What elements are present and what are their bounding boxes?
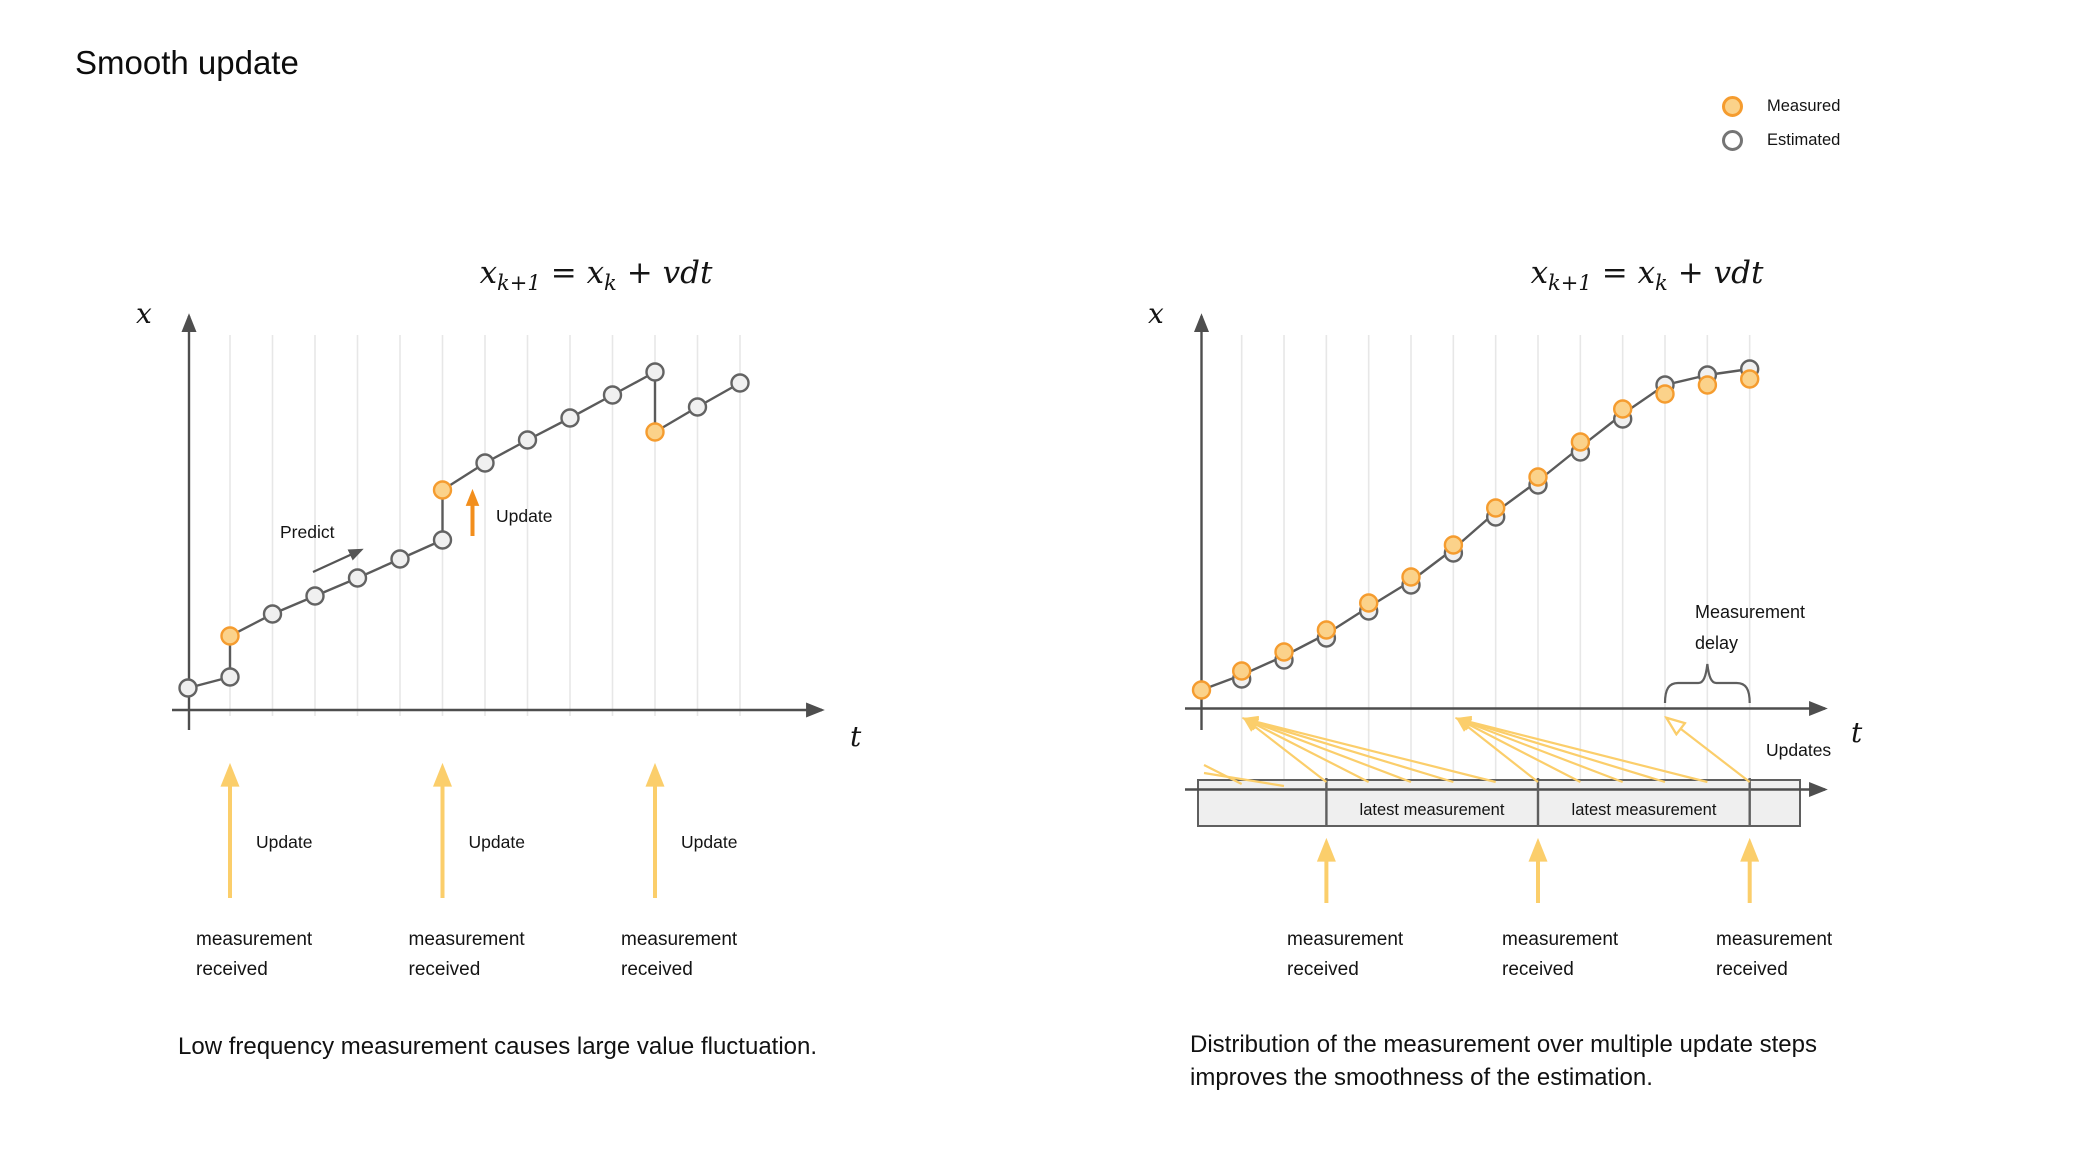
measured-point bbox=[1699, 377, 1716, 394]
measurement-received-line2: received bbox=[1716, 959, 1788, 980]
left-formula: $x_{k+1} = x_k$ + vdt bbox=[479, 255, 713, 295]
measurement-received-line2: received bbox=[1502, 959, 1574, 980]
measured-point bbox=[1403, 569, 1420, 586]
measurement-received-line1: measurement bbox=[1287, 929, 1404, 950]
measurement-received-line1: measurement bbox=[621, 929, 738, 950]
measurement-received-line2: received bbox=[196, 959, 268, 980]
estimated-point bbox=[689, 399, 706, 416]
estimated-point bbox=[222, 669, 239, 686]
measured-point bbox=[1572, 434, 1589, 451]
measurement-received-line2: received bbox=[408, 959, 481, 980]
measured-point bbox=[434, 482, 451, 499]
measured-point bbox=[1193, 682, 1210, 699]
measured-point bbox=[1614, 401, 1631, 418]
measured-point bbox=[1233, 663, 1250, 680]
measurement-delay-line2: delay bbox=[1695, 633, 1739, 653]
update-inline-label: Update bbox=[496, 506, 553, 526]
legend-label-estimated: Estimated bbox=[1767, 131, 1841, 149]
measurement-received-line2: received bbox=[621, 959, 693, 980]
measured-point bbox=[1318, 622, 1335, 639]
right-y-axis-label: x bbox=[1148, 297, 1164, 330]
measurement-delay-line1: Measurement bbox=[1695, 602, 1806, 622]
left-t-axis-label: t bbox=[850, 720, 862, 753]
update-event-label: Update bbox=[468, 832, 525, 852]
measured-point bbox=[1360, 595, 1377, 612]
measured-point bbox=[647, 424, 664, 441]
measurement-received-line1: measurement bbox=[1716, 929, 1833, 950]
left-plot bbox=[136, 255, 862, 980]
estimated-point bbox=[349, 570, 366, 587]
page-title: Smooth update bbox=[75, 44, 299, 81]
legend-label-measured: Measured bbox=[1767, 97, 1841, 115]
measurement-received-line1: measurement bbox=[1502, 929, 1619, 950]
fan-arrow bbox=[1668, 719, 1750, 782]
estimated-point bbox=[392, 551, 409, 568]
update-event-label: Update bbox=[681, 832, 738, 852]
fan-arrow bbox=[1245, 719, 1411, 782]
right-t-axis-label: t bbox=[1851, 716, 1863, 749]
latest-measurement-label-2: latest measurement bbox=[1571, 801, 1717, 819]
right-formula: $x_{k+1} = x_k$ + vdt bbox=[1530, 255, 1764, 295]
estimated-point bbox=[604, 387, 621, 404]
estimated-point bbox=[264, 606, 281, 623]
measurement-received-line2: received bbox=[1287, 959, 1359, 980]
estimated-point bbox=[562, 410, 579, 427]
measured-point bbox=[222, 628, 239, 645]
measured-point bbox=[1657, 386, 1674, 403]
estimated-point bbox=[477, 455, 494, 472]
measurement-received-line1: measurement bbox=[196, 929, 313, 950]
measurement-received-line1: measurement bbox=[408, 929, 525, 950]
right-caption bbox=[1190, 1028, 1817, 1094]
estimated-point bbox=[519, 432, 536, 449]
right-plot bbox=[1148, 255, 1863, 980]
fan-arrow bbox=[1458, 719, 1623, 782]
right-caption-line2: improves the smoothness of the estimation. bbox=[1190, 1064, 1653, 1091]
left-y-axis-label: x bbox=[136, 297, 152, 330]
measured-point bbox=[1445, 537, 1462, 554]
measured-point bbox=[1741, 371, 1758, 388]
predict-arrow bbox=[313, 550, 361, 572]
right-caption-line1: Distribution of the measurement over multiple update steps bbox=[1190, 1031, 1817, 1058]
estimate-trace bbox=[188, 372, 740, 688]
measured-point bbox=[1530, 469, 1547, 486]
estimated-point bbox=[180, 680, 197, 697]
fan-arrow bbox=[1245, 719, 1496, 782]
estimated-point bbox=[732, 375, 749, 392]
left-caption: Low frequency measurement causes large value fluctuation. bbox=[178, 1033, 818, 1060]
measured-point bbox=[1487, 500, 1504, 517]
estimated-point bbox=[307, 588, 324, 605]
estimated-point bbox=[434, 532, 451, 549]
estimated-point bbox=[647, 364, 664, 381]
update-event-label: Update bbox=[256, 832, 313, 852]
latest-measurement-label-1: latest measurement bbox=[1359, 801, 1505, 819]
measured-point bbox=[1276, 644, 1293, 661]
updates-label: Updates bbox=[1766, 740, 1832, 760]
predict-label: Predict bbox=[280, 522, 335, 542]
